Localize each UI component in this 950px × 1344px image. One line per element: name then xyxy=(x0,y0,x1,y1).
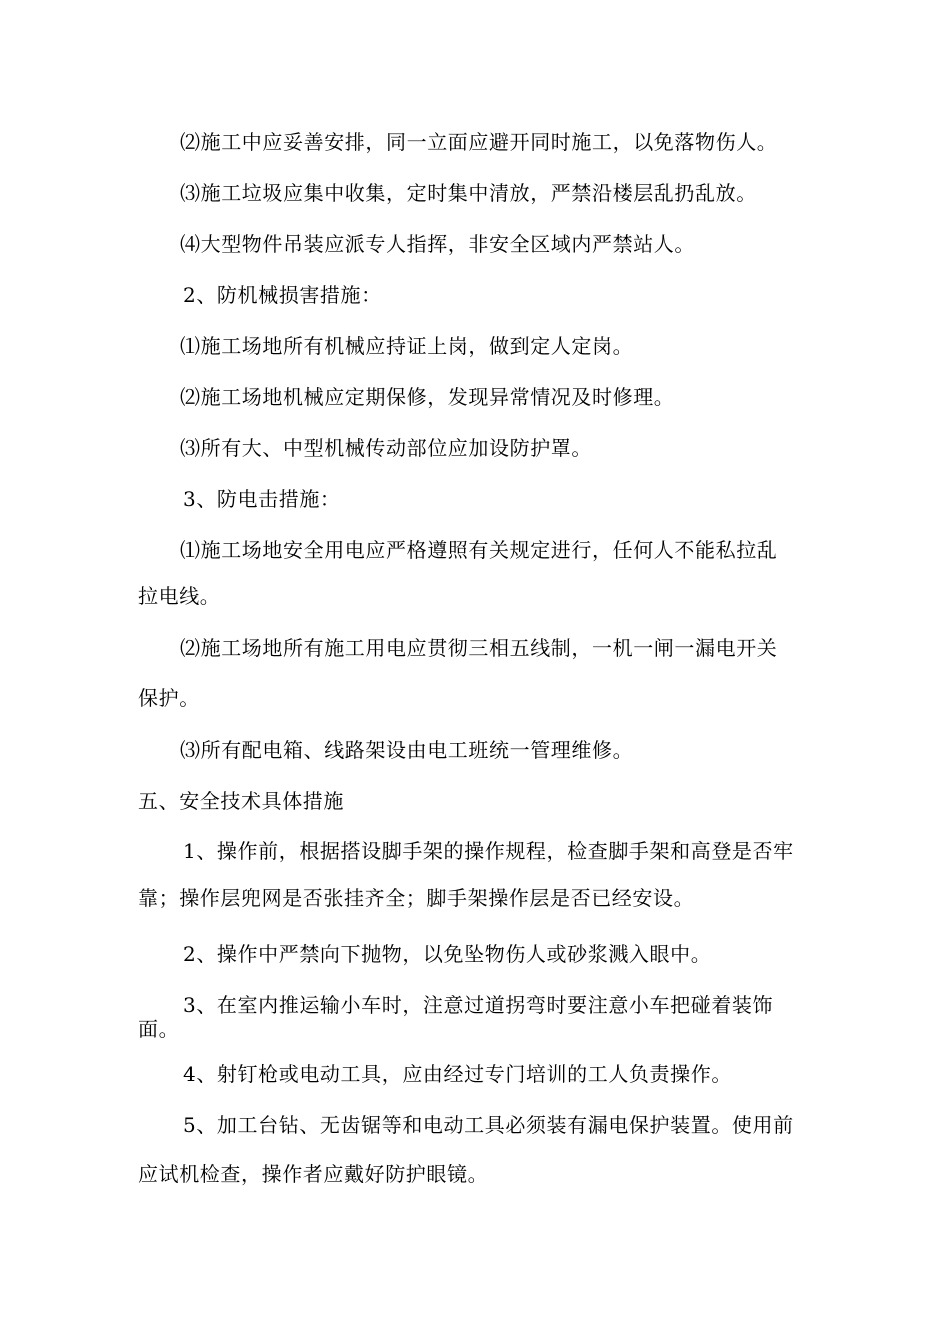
paragraph-line: ⑷大型物件吊装应派专人指挥，非安全区域内严禁站人。 xyxy=(180,232,695,256)
paragraph-line: 靠；操作层兜网是否张挂齐全；脚手架操作层是否已经安设。 xyxy=(138,886,695,910)
section-heading: 2、防机械损害措施： xyxy=(183,283,382,307)
paragraph-line: ⑴施工场地所有机械应持证上岗，做到定人定岗。 xyxy=(180,334,634,358)
paragraph-line: 3、在室内推运输小车时，注意过道拐弯时要注意小车把碰着装饰 xyxy=(183,993,774,1017)
paragraph-line: 2、操作中严禁向下抛物，以免坠物伤人或砂浆溅入眼中。 xyxy=(183,942,712,966)
paragraph-line: ⑵施工场地所有施工用电应贯彻三相五线制，一机一闸一漏电开关 xyxy=(180,636,778,660)
paragraph-line: 1、操作前，根据搭设脚手架的操作规程，检查脚手架和高登是否牢 xyxy=(183,839,794,863)
paragraph-line: ⑴施工场地安全用电应严格遵照有关规定进行，任何人不能私拉乱 xyxy=(180,538,778,562)
paragraph-line: ⑶所有大、中型机械传动部位应加设防护罩。 xyxy=(180,436,592,460)
paragraph-line: ⑶施工垃圾应集中收集，定时集中清放，严禁沿楼层乱扔乱放。 xyxy=(180,181,757,205)
paragraph-line: ⑵施工场地机械应定期保修，发现异常情况及时修理。 xyxy=(180,385,675,409)
paragraph-line: 保护。 xyxy=(138,686,200,710)
section-heading: 3、防电击措施： xyxy=(183,487,341,511)
paragraph-line: 拉电线。 xyxy=(138,584,221,608)
paragraph-line: 面。 xyxy=(138,1017,180,1041)
chapter-heading: 五、安全技术具体措施 xyxy=(138,789,344,813)
paragraph-line: 4、射钉枪或电动工具，应由经过专门培训的工人负责操作。 xyxy=(183,1062,732,1086)
paragraph-line: 应试机检查，操作者应戴好防护眼镜。 xyxy=(138,1162,489,1186)
paragraph-line: ⑵施工中应妥善安排，同一立面应避开同时施工，以免落物伤人。 xyxy=(180,130,778,154)
paragraph-line: 5、加工台钻、无齿锯等和电动工具必须装有漏电保护装置。使用前 xyxy=(183,1113,794,1137)
paragraph-line: ⑶所有配电箱、线路架设由电工班统一管理维修。 xyxy=(180,738,634,762)
